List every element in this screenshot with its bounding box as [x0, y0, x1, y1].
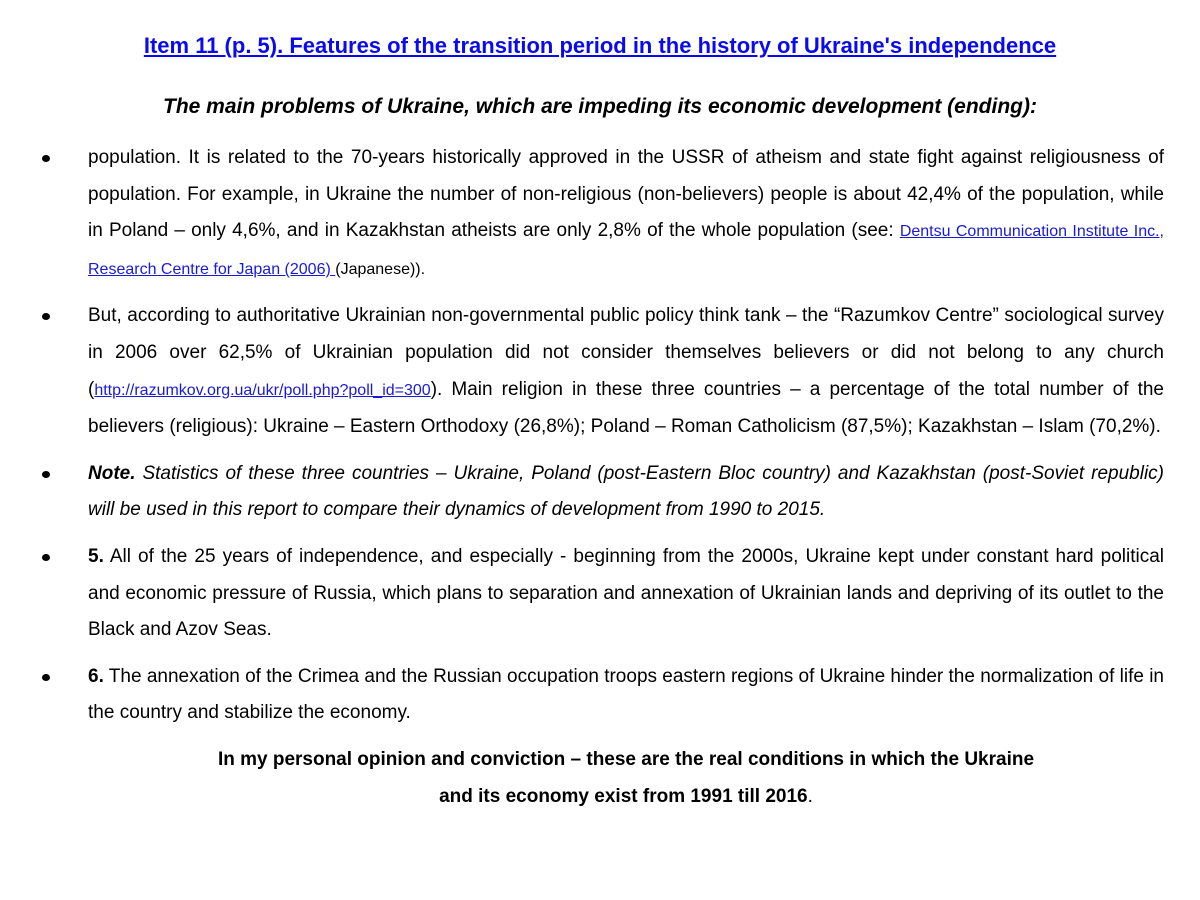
razumkov-url-link[interactable]: http://razumkov.org.ua/ukr/poll.php?poll_id=300	[94, 381, 431, 399]
bullet-dot-icon	[40, 140, 88, 288]
closing-line-1	[88, 742, 1164, 779]
text-segment: 5.	[88, 545, 104, 567]
bullet-dot-icon	[40, 659, 88, 732]
text-segment: 6.	[88, 665, 104, 687]
bullet-item-population-atheism	[40, 140, 1164, 288]
slide-subtitle: The main problems of Ukraine, which are impeding its economic development (ending):	[163, 95, 1037, 118]
text-segment: But, according to authoritative Ukrainian non-governmental public policy think tank – the “Razumkov Centre” sociological survey in 2006 over 62,5% of Ukrainian population did not consider themselves believers or did not belong to any church (	[88, 305, 1164, 400]
bullet-item-note-statistics	[40, 456, 1164, 529]
text-segment: ). Main religion in these three countries – a percentage of the total number of the believers (religious): Ukraine – Eastern Orthodoxy (26,8%); Poland – Roman Catholicism (87,5%); Kazakhstan – Islam (70,2%).	[88, 378, 1164, 438]
text-segment: (Japanese)).	[335, 260, 426, 278]
text-segment: population. It is related to the 70-years historically approved in the USSR of atheism and state fight against religiousness of population. For example, in Ukraine the number of non-religious (non-believers) people is about 42,4% of the population, while in Poland – only 4,6%, and in Kazakhstan atheists are only 2,8% of the whole population (see:	[88, 147, 1164, 242]
bullet-text	[88, 659, 1164, 732]
text-segment: .	[807, 785, 813, 807]
text-segment: Statistics of these three countries – Ukraine, Poland (post-Eastern Bloc country) and Kazakhstan (post-Soviet republic) will be used in this report to compare their dynamics of development from 1990 to 2015.	[88, 462, 1164, 521]
bullet-dot-icon	[40, 456, 88, 529]
slide-title-link[interactable]: Item 11 (p. 5). Features of the transition period in the history of Ukraine's independence	[143, 33, 1057, 58]
text-segment: and its economy exist from 1991 till 2016	[439, 785, 808, 807]
text-segment: In my personal opinion and conviction – these are the real conditions in which the Ukraine	[217, 748, 1035, 770]
text-segment: All of the 25 years of independence, and especially - beginning from the 2000s, Ukraine kept under constant hard political and economic pressure of Russia, which plans to separation and annexation of Ukrainian lands and depriving of its outlet to the Black and Azov Seas.	[88, 545, 1164, 641]
bullet-dot-icon	[40, 539, 88, 649]
bullet-item-point-5	[40, 539, 1164, 649]
bullet-item-razumkov-survey	[40, 298, 1164, 445]
bullet-item-point-6	[40, 659, 1164, 732]
bullet-text	[88, 140, 1164, 288]
bullet-dot-icon	[40, 298, 88, 445]
dentsu-source-link[interactable]: Dentsu Communication Institute Inc., Research Centre for Japan (2006)	[88, 223, 1165, 278]
bullet-text	[88, 456, 1164, 529]
bullet-list	[0, 140, 1200, 732]
text-segment: Note.	[88, 462, 136, 484]
closing-statement	[88, 742, 1164, 815]
bullet-text	[88, 298, 1164, 445]
bullet-text	[88, 539, 1164, 649]
text-segment: The annexation of the Crimea and the Russian occupation troops eastern regions of Ukraine hinder the normalization of life in the country and stabilize the economy.	[88, 665, 1164, 724]
closing-line-2	[88, 779, 1164, 816]
